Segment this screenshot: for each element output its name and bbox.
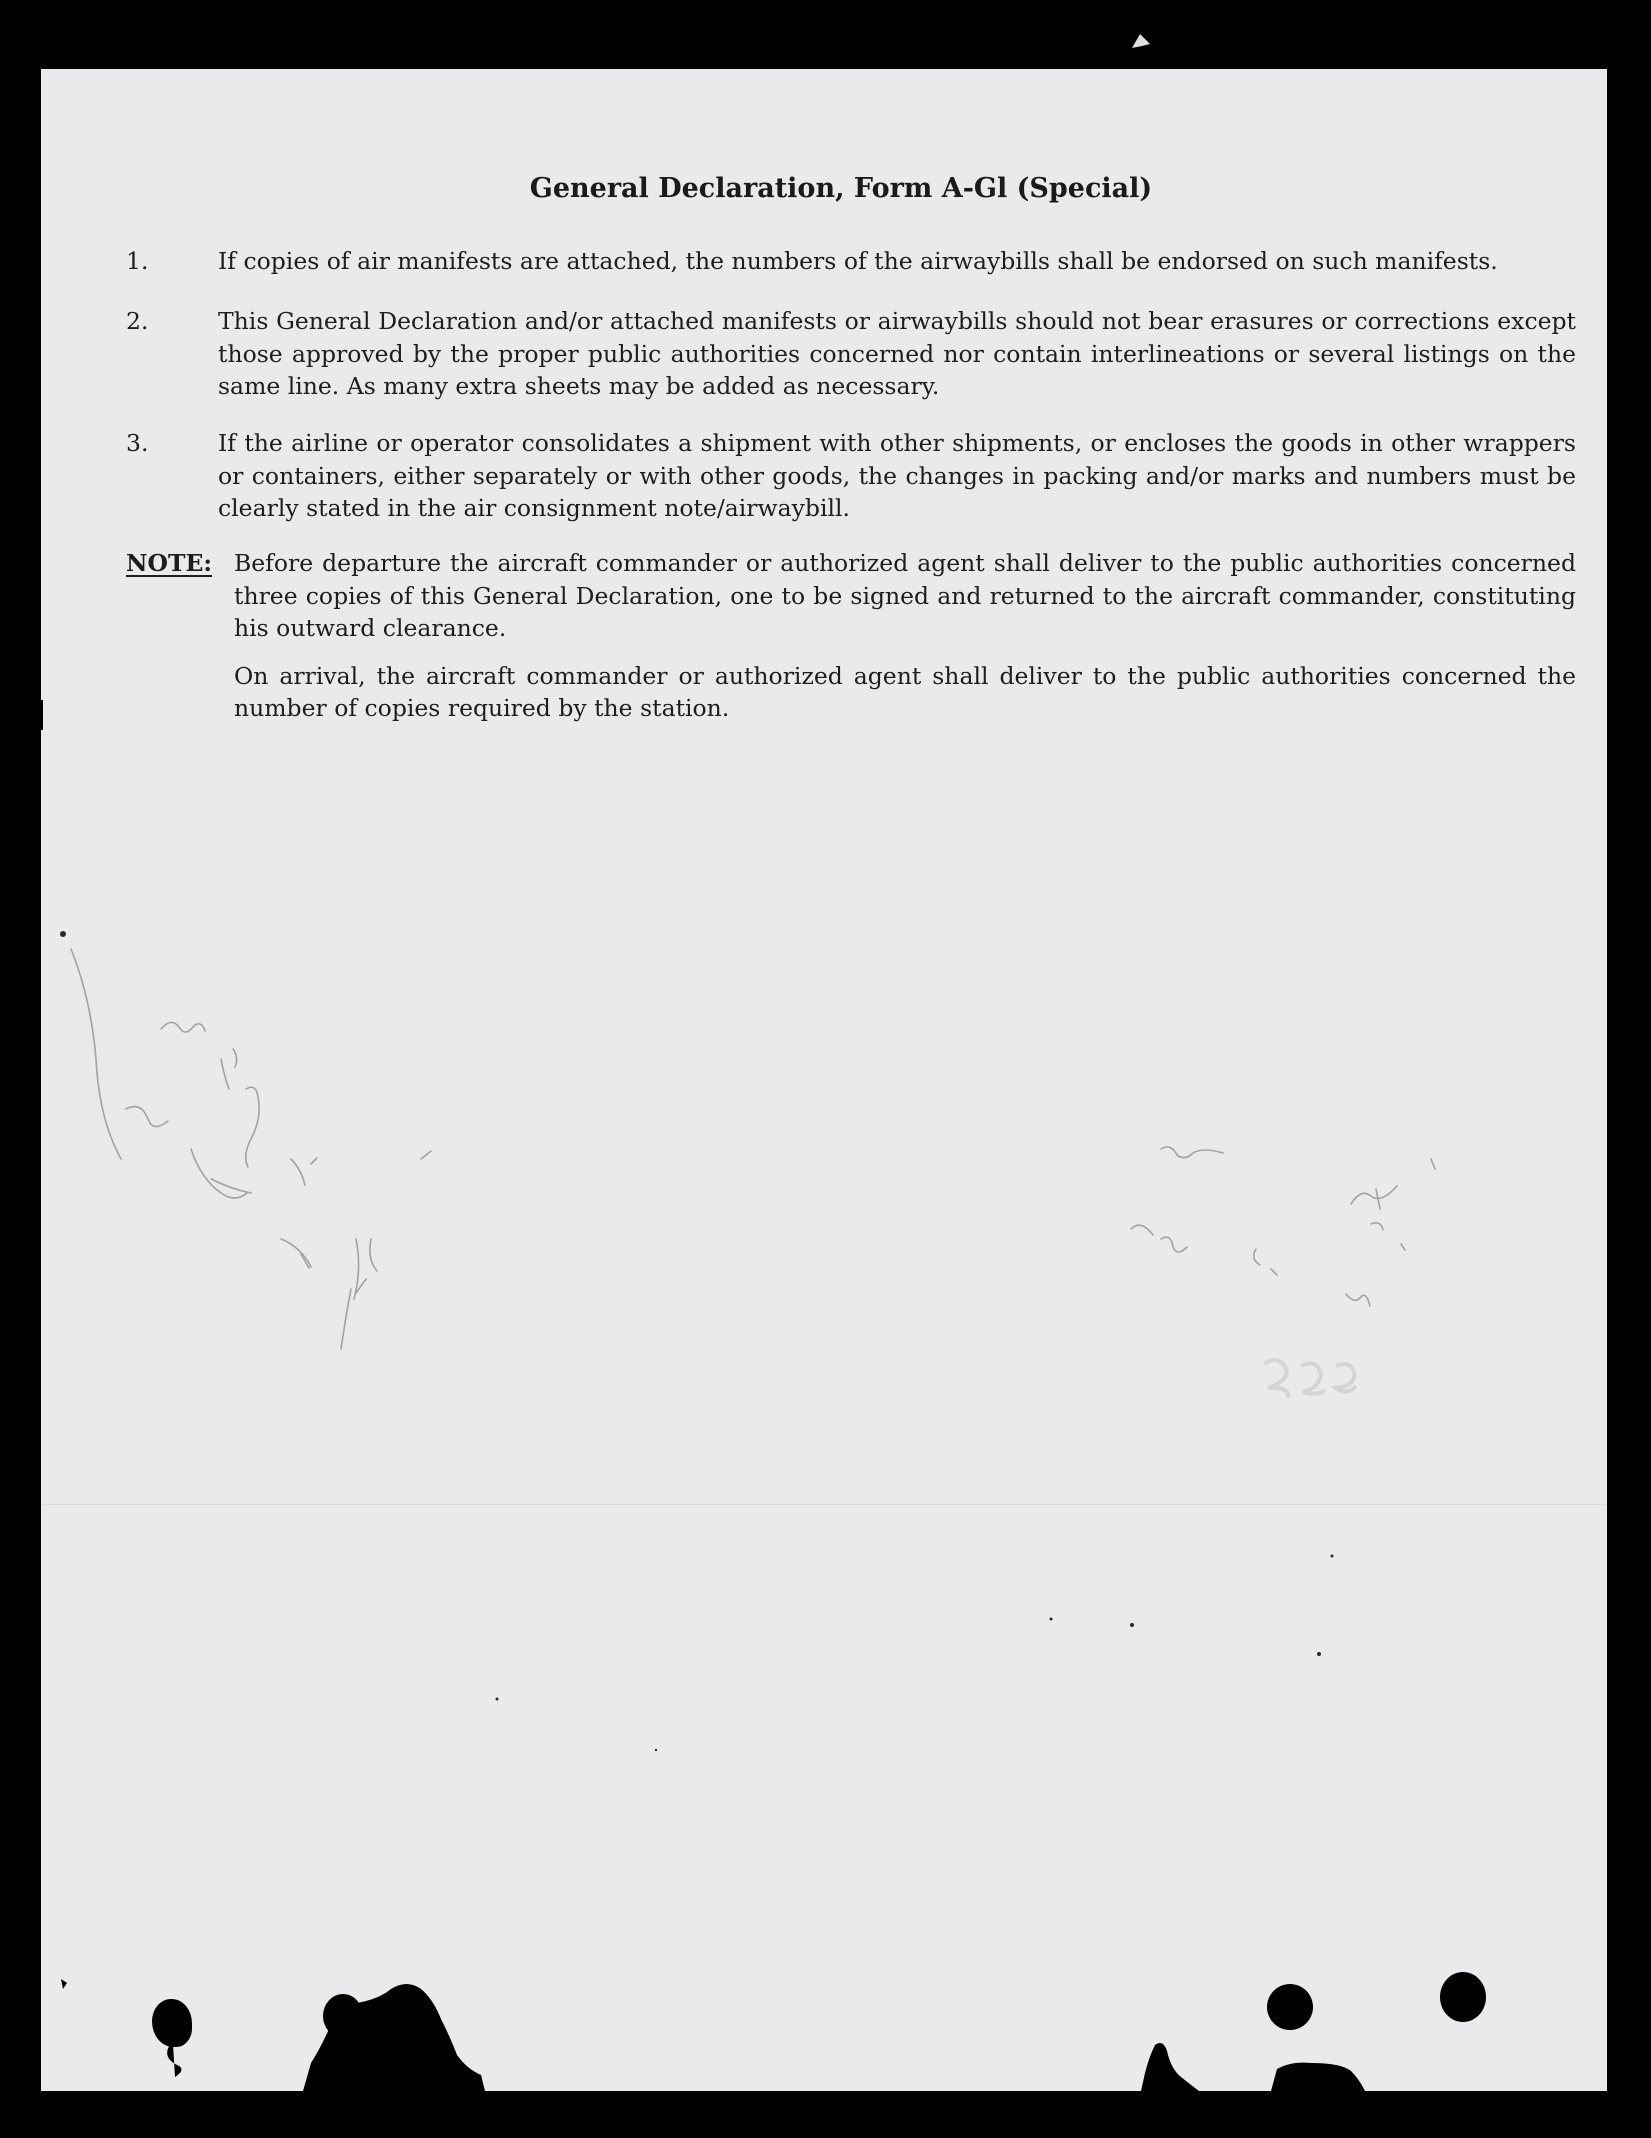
document-page xyxy=(41,69,1607,2091)
note-paragraph-1: Before departure the aircraft commander or authorized agent shall deliver to the public authorities concerned three copies of this General Declaration, one to be signed and returned to the aircraft commander, constituting his outward clearance. xyxy=(234,549,1576,642)
instruction-item-1 xyxy=(126,245,1576,278)
instruction-item-3 xyxy=(126,427,1576,525)
instruction-item-2 xyxy=(126,305,1576,403)
edge-notch xyxy=(38,700,43,730)
note-paragraph-2: On arrival, the aircraft commander or authorized agent shall deliver to the public authorities concerned the number of copies required by the station. xyxy=(234,661,1576,722)
document-title: General Declaration, Form A-Gl (Special) xyxy=(529,173,1153,204)
item-number: 2. xyxy=(126,307,149,335)
item-number: 1. xyxy=(126,247,149,275)
item-text: If copies of air manifests are attached, the numbers of the airwaybills shall be endorsed on such manifests. xyxy=(218,247,1498,275)
item-text: This General Declaration and/or attached manifests or airwaybills should not bear erasures or corrections except those approved by the proper public authorities concerned nor contain interlineations or several listings on the same line. As many extra sheets may be added as necessary. xyxy=(218,307,1576,400)
item-text: If the airline or operator consolidates a shipment with other shipments, or encloses the goods in other wrappers or containers, either separately or with other goods, the changes in packing and/or marks and numbers must be clearly stated in the air consignment note/airwaybill. xyxy=(218,429,1576,522)
corner-mark xyxy=(1128,28,1156,52)
torn-edge-blots xyxy=(41,1959,1607,2091)
stray-dots xyxy=(41,889,1607,1789)
note-section xyxy=(126,547,1576,725)
note-label: NOTE: xyxy=(126,549,213,577)
item-number: 3. xyxy=(126,429,149,457)
